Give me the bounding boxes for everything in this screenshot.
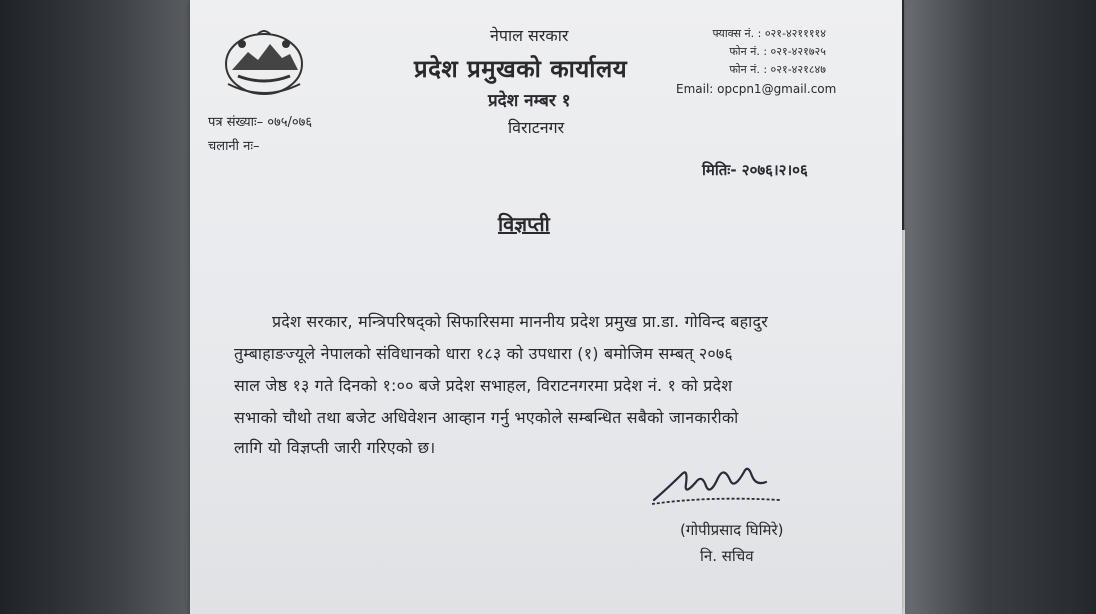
notice-document [190, 0, 902, 614]
dispatch-number: चलानी नः– [208, 139, 260, 154]
province-name: प्रदेश नम्बर १ [488, 91, 571, 111]
background-left [0, 0, 192, 614]
phone-number-1: फोन नं. : ०२१-४२१७२५ [729, 45, 826, 58]
nepal-emblem-icon [218, 26, 310, 100]
reference-number: पत्र संख्याः– ०७५/०७६ [208, 115, 313, 130]
handwritten-signature [648, 456, 788, 512]
letter-date: मितिः- २०७६।२।०६ [702, 161, 808, 179]
signer-name: (गोपीप्रसाद घिमिरे) [680, 521, 784, 539]
body-line: प्रदेश सरकार, मन्त्रिपरिषद्को सिफारिसमा माननीय प्रदेश प्रमुख प्रा.डा. गोविन्द बहादुर [272, 312, 768, 331]
body-line: लागि यो विज्ञप्ती जारी गरिएको छ। [234, 438, 436, 457]
notice-heading: विज्ञप्ती [498, 212, 550, 236]
email-address: Email: opcpn1@gmail.com [676, 82, 837, 96]
body-line: तुम्बाहाङज्यूले नेपालको संविधानको धारा १८३ को उपधारा (१) बमोजिम सम्बत् २०७६ [234, 344, 733, 363]
body-line: सभाको चौथो तथा बजेट अधिवेशन आव्हान गर्नु भएकोले सम्बन्धित सबैको जानकारीको [234, 408, 739, 427]
government-name: नेपाल सरकार [490, 26, 569, 45]
fax-number: फ्याक्स नं. : ०२१-४२११११४ [712, 27, 826, 40]
signer-title: नि. सचिव [700, 547, 754, 565]
background-right [904, 0, 1096, 614]
body-line: साल जेष्ठ १३ गते दिनको १:०० बजे प्रदेश सभाहल, विराटनगरमा प्रदेश नं. १ को प्रदेश [234, 376, 733, 395]
city-name: विराटनगर [508, 118, 565, 137]
office-name: प्रदेश प्रमुखको कार्यालय [414, 55, 628, 83]
phone-number-2: फोन नं. : ०२१-४२१८४७ [729, 63, 826, 76]
